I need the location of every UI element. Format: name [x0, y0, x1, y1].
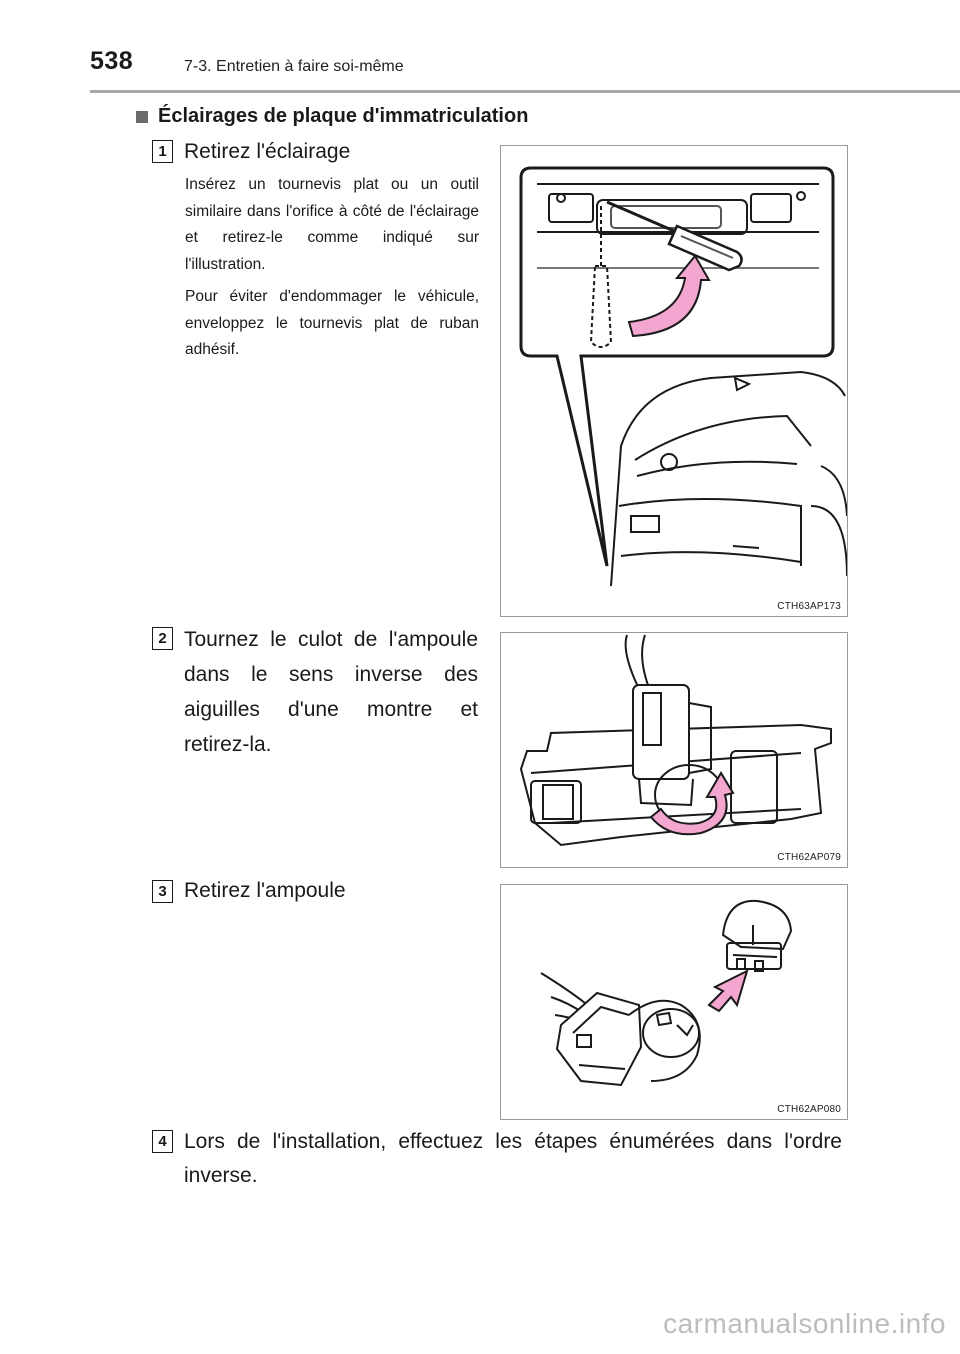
step-4-title: Lors de l'installation, effectuez les étapes énumérées dans l'ordre inverse.: [184, 1130, 842, 1187]
step-1-badge: 1: [152, 140, 173, 163]
illustration-rear-car-screwdriver: [501, 146, 847, 616]
section-title-text: Éclairages de plaque d'immatriculation: [158, 105, 529, 127]
step-3-title: Retirez l'ampoule: [184, 879, 346, 902]
step-2-title: Tournez le culot de l'ampoule dans le sens inverse des aiguilles d'une montre et retirez-la.: [184, 628, 478, 756]
page-number: 538: [90, 47, 134, 75]
section-label: 7-3. Entretien à faire soi-même: [184, 58, 404, 75]
figure-code-3: CTH62AP080: [777, 1104, 841, 1115]
illustration-bulb-socket-turn: [501, 633, 847, 867]
figure-remove-bulb: [500, 884, 848, 1120]
step-1-note-1: Insérez un tournevis plat ou un outil similaire dans l'orifice à côté de l'éclairage et retirez-le comme indiqué sur l'illustration.: [185, 176, 479, 273]
section-title: [136, 105, 528, 128]
figure-code-1: CTH63AP173: [777, 601, 841, 612]
figure-turn-socket: [500, 632, 848, 868]
header-rule: [90, 90, 960, 93]
figure-code-2: CTH62AP079: [777, 852, 841, 863]
step-4-badge: 4: [152, 1130, 173, 1153]
step-1-note-2: Pour éviter d'endommager le véhicule, enveloppez le tournevis plat de ruban adhésif.: [185, 288, 479, 358]
watermark: carmanualsonline.info: [663, 1308, 946, 1339]
step-2-badge: 2: [152, 627, 173, 650]
step-3-badge: 3: [152, 880, 173, 903]
illustration-bulb-removal: [501, 885, 847, 1119]
figure-remove-light: [500, 145, 848, 617]
square-bullet-icon: [136, 111, 148, 123]
step-1-title: Retirez l'éclairage: [184, 140, 351, 163]
